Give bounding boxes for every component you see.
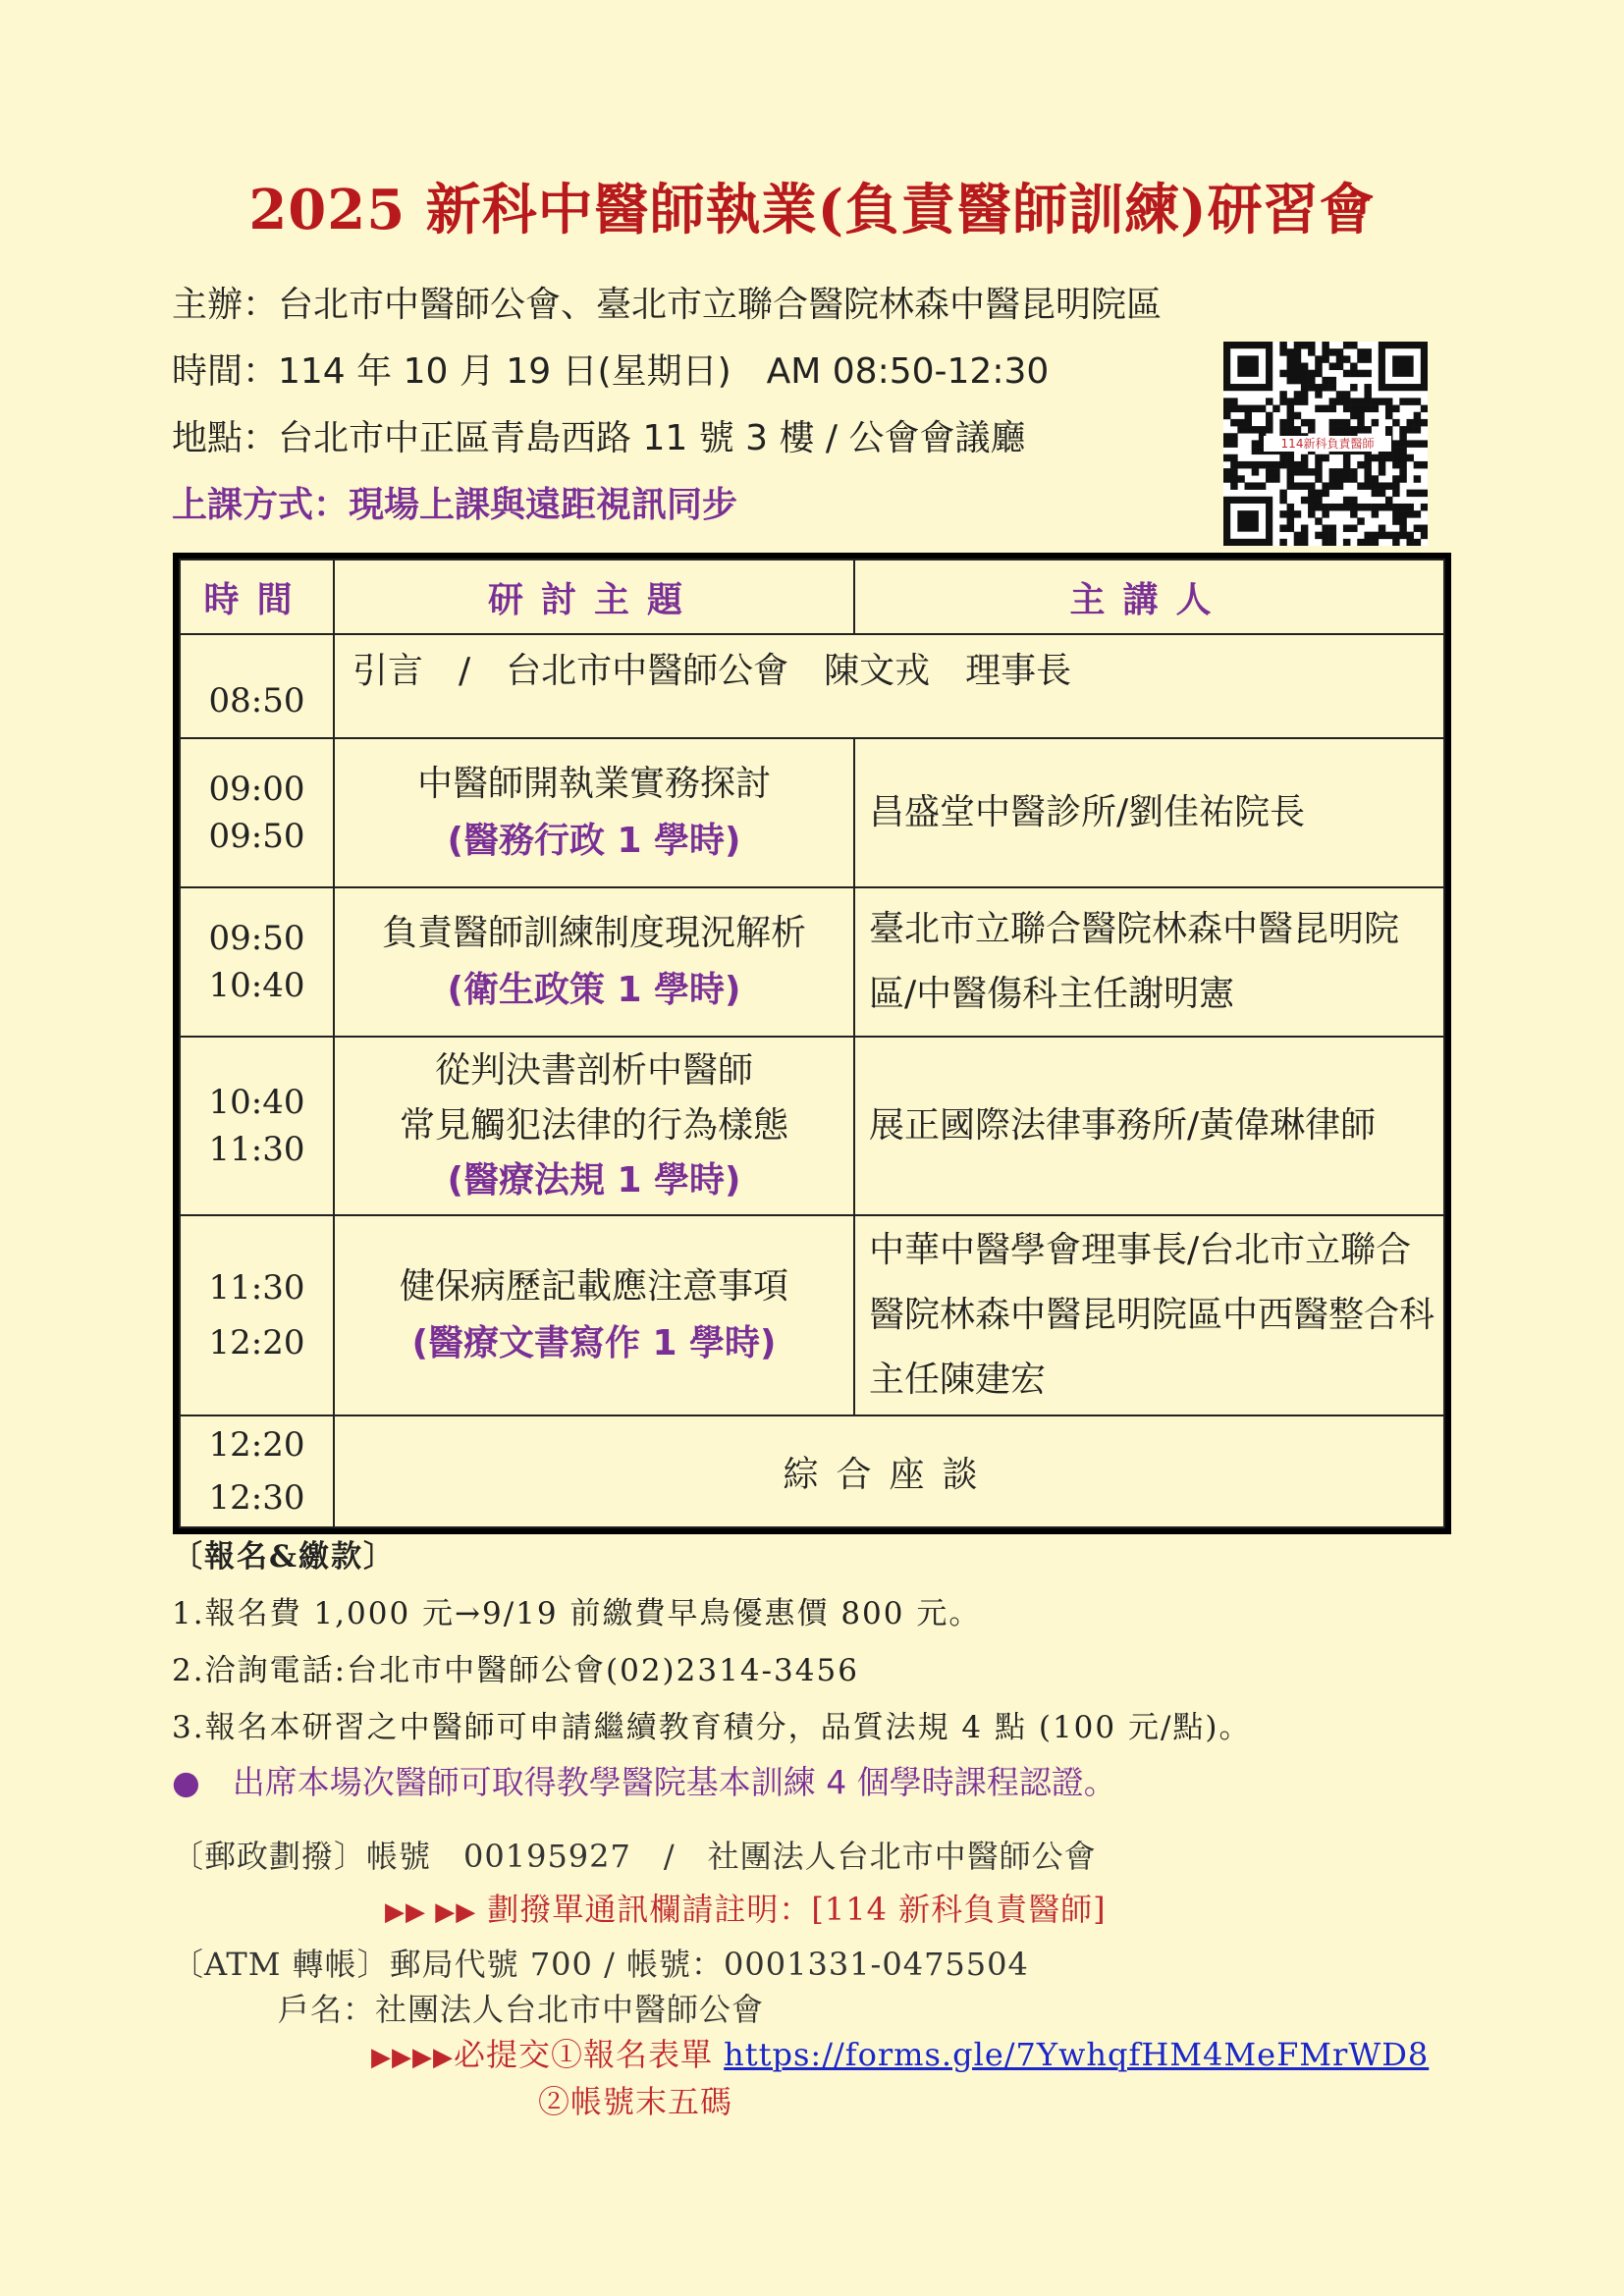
submit-second: ②帳號末五碼	[538, 2083, 733, 2120]
credit-label: (醫療文書寫作 1 學時)	[411, 1323, 777, 1363]
table-row	[180, 1415, 1444, 1527]
submit-line	[371, 2030, 1429, 2075]
organizer-line: 主辦：台北市中醫師公會、臺北市立聯合醫院林森中醫昆明院區	[172, 285, 1163, 325]
table-header-row	[180, 560, 1444, 634]
time-line: 時間：114 年 10 月 19 日(星期日) AM 08:50-12:30	[172, 351, 1050, 392]
credit-label: (醫療法規 1 學時)	[447, 1160, 741, 1201]
forum-text: 綜合座談	[334, 1415, 1444, 1527]
row-speaker: 展正國際法律事務所/黃偉琳律師	[854, 1037, 1444, 1215]
registration-item: 1.報名費 1,000 元→9/19 前繳費早鳥優惠價 800 元。	[172, 1596, 982, 1631]
atm-account: 〔ATM 轉帳〕郵局代號 700 / 帳號：0001331-0475504	[172, 1946, 1029, 1983]
table-row	[180, 1037, 1444, 1215]
postal-note-line	[385, 1885, 1107, 1930]
credit-label: (醫務行政 1 學時)	[447, 821, 741, 861]
row-speaker: 臺北市立聯合醫院林森中醫昆明院區/中醫傷科主任謝明憲	[854, 887, 1444, 1037]
row-time: 11:30 12:20	[180, 1215, 334, 1415]
row-speaker: 昌盛堂中醫診所/劉佳祐院長	[854, 738, 1444, 887]
header-topic: 研討主題	[334, 560, 854, 634]
intro-time: 08:50	[180, 634, 334, 738]
place-line: 地點：台北市中正區青島西路 11 號 3 樓 / 公會會議廳	[172, 418, 1026, 458]
certification-note: ● 出席本場次醫師可取得教學醫院基本訓練 4 個學時課程認證。	[172, 1763, 1116, 1801]
row-speaker: 中華中醫學會理事長/台北市立聯合醫院林森中醫昆明院區中西醫整合科主任陳建宏	[854, 1215, 1444, 1415]
double-arrow-icon: ▶▶ ▶▶	[385, 1897, 477, 1927]
header-time: 時間	[180, 560, 334, 634]
postal-account: 〔郵政劃撥〕帳號 00195927 / 社團法人台北市中醫師公會	[172, 1838, 1097, 1875]
row-time: 10:40 11:30	[180, 1037, 334, 1215]
submit-prefix: 必提交①報名表單	[453, 2036, 713, 2073]
row-topic: 中醫師開執業實務探討 (醫務行政 1 學時)	[334, 738, 854, 887]
double-arrow-icon: ▶▶▶▶	[371, 2043, 454, 2072]
registration-heading: 〔報名&繳款〕	[172, 1539, 396, 1575]
qr-caption: 114新科負責醫師	[1264, 436, 1391, 452]
table-row	[180, 1215, 1444, 1415]
row-time: 09:00 09:50	[180, 738, 334, 887]
credit-label: (衛生政策 1 學時)	[447, 970, 741, 1010]
qr-code[interactable]	[1223, 342, 1428, 546]
postal-note: 劃撥單通訊欄請註明：[114 新科負責醫師]	[487, 1891, 1107, 1928]
method-line: 上課方式：現場上課與遠距視訊同步	[172, 485, 738, 525]
row-time: 12:20 12:30	[180, 1415, 334, 1527]
row-time: 09:50 10:40	[180, 887, 334, 1037]
row-topic: 負責醫師訓練制度現況解析 (衛生政策 1 學時)	[334, 887, 854, 1037]
page-title: 2025 新科中醫師執業(負責醫師訓練)研習會	[248, 178, 1376, 242]
schedule-table	[173, 553, 1451, 1534]
account-name: 戶名：社團法人台北市中醫師公會	[278, 1991, 765, 2028]
table-row	[180, 887, 1444, 1037]
registration-item: 3.報名本研習之中醫師可申請繼續教育積分，品質法規 4 點 (100 元/點)。	[172, 1710, 1252, 1745]
table-row	[180, 634, 1444, 738]
intro-text: 引言 / 台北市中醫師公會 陳文戎 理事長	[334, 634, 1444, 738]
row-topic: 從判決書剖析中醫師 常見觸犯法律的行為樣態 (醫療法規 1 學時)	[334, 1037, 854, 1215]
registration-item: 2.洽詢電話:台北市中醫師公會(02)2314-3456	[172, 1653, 859, 1688]
table-row	[180, 738, 1444, 887]
header-speaker: 主講人	[854, 560, 1444, 634]
row-topic: 健保病歷記載應注意事項 (醫療文書寫作 1 學時)	[334, 1215, 854, 1415]
form-link[interactable]: https://forms.gle/7YwhqfHM4MeFMrWD8	[724, 2036, 1430, 2073]
